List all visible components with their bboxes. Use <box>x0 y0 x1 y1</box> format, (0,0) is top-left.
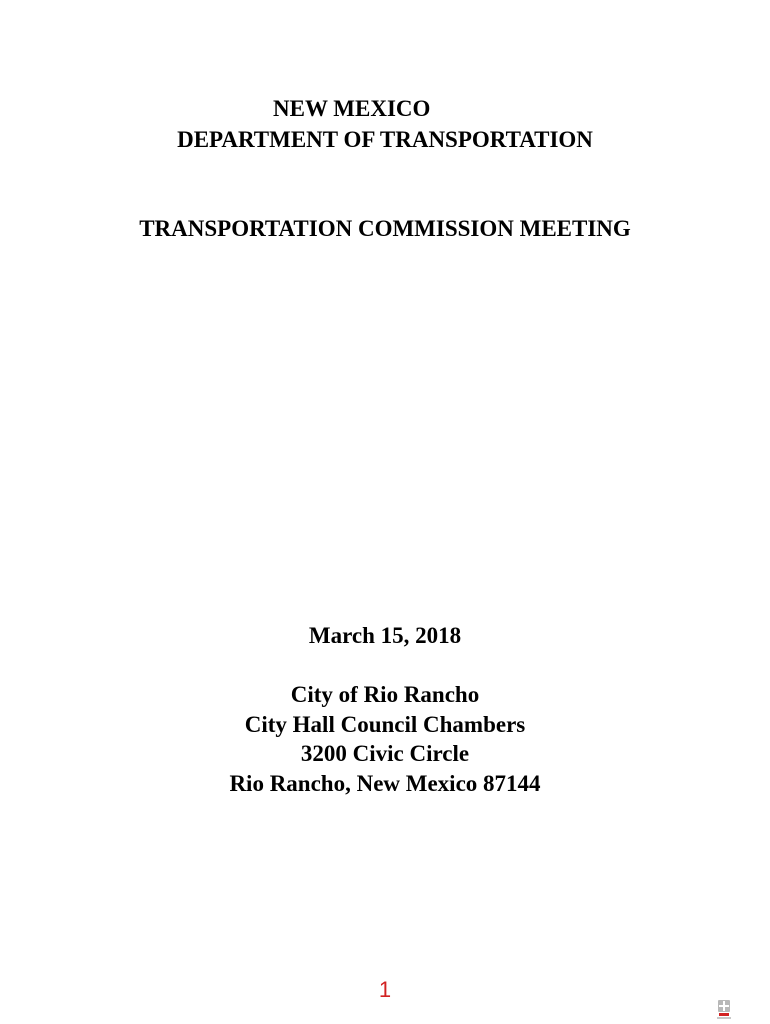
location-venue: City Hall Council Chambers <box>244 712 526 737</box>
department-heading: DEPARTMENT OF TRANSPORTATION <box>177 127 593 152</box>
nmdot-logo-icon <box>716 1000 732 1020</box>
location-city: City of Rio Rancho <box>290 682 480 707</box>
meeting-date: March 15, 2018 <box>308 623 462 648</box>
location-city-state-zip: Rio Rancho, New Mexico 87144 <box>229 771 541 796</box>
page-number: 1 <box>378 977 392 1002</box>
location-street: 3200 Civic Circle <box>300 741 470 766</box>
meeting-title: TRANSPORTATION COMMISSION MEETING <box>139 216 631 241</box>
state-heading: NEW MEXICO <box>273 96 431 121</box>
